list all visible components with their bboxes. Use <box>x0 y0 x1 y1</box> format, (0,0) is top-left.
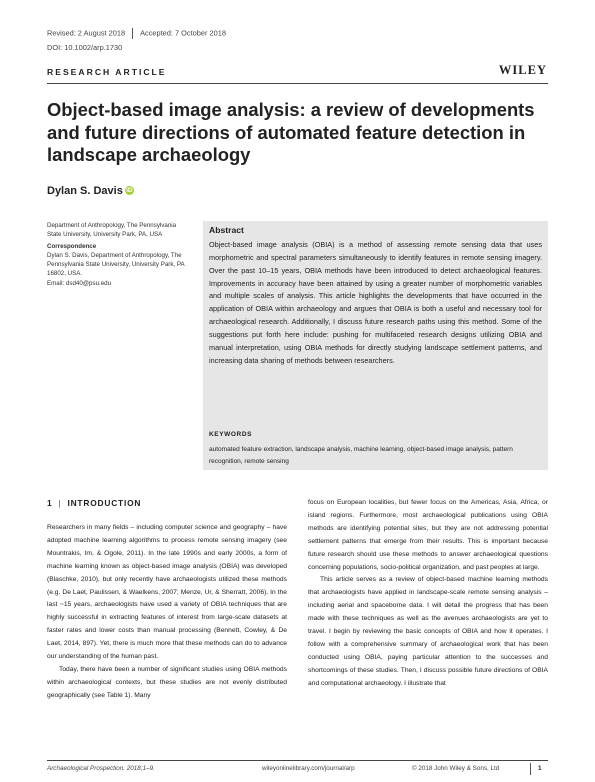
article-history <box>47 28 226 39</box>
section-divider: | <box>58 498 62 508</box>
abstract-heading: Abstract <box>209 225 244 235</box>
body-paragraph: Today, there have been a number of significant studies using OBIA methods within archaeological contexts, but these studies are not evenly distributed geographically (see Table 1). Many <box>47 665 287 699</box>
body-paragraph: This article serves as a review of object-based machine learning methods that archaeologists have applied in landscape-scale remote sensing analysis – including aerial and spaceborne data. I will detail the progress that has been made with these techniques as well as the avenues archaeologists are yet to travel. I begin by reviewing the basic concepts of OBIA and how it operates. I follow with a comprehensive summary of archaeological work that has been conducted using OBIA, paying particular attention to the successes and shortcomings of these studies. Then, I discuss possible future directions of OBIA and computational archaeology. I illustrate that <box>308 576 548 687</box>
history-divider <box>132 28 133 39</box>
affiliation-block <box>47 221 192 288</box>
abstract-text: Object-based image analysis (OBIA) is a method of assessing remote sensing data that uses morphometric and spectral parameters simultaneously to identify features in remote sensing imagery. Over the past 10–15 years, OBIA methods have been introduced to detect archaeological features. Improvements in accuracy have been attained by using a greater number of morphometric variables and multiple scales of analysis. This article highlights the developments that have occurred in the application of OBIA within archaeology and argues that OBIA is both a useful and necessary tool for archaeological research. Additionally, I discuss future research paths using this method. Some of the suggestions put forth here include: pushing for multifaceted research designs utilizing OBIA and manual interpretation, using OBIA methods for directly studying landscape settlement patterns, and increasing data sharing of methods between researchers. <box>209 240 542 365</box>
correspondence-label: Correspondence <box>47 242 97 250</box>
footer-page-divider <box>530 763 531 775</box>
footer-url[interactable]: wileyonlinelibrary.com/journal/arp <box>262 765 355 772</box>
orcid-icon[interactable]: iD <box>126 187 133 194</box>
article-type: RESEARCH ARTICLE <box>47 67 167 77</box>
publisher-logo: WILEY <box>498 63 547 77</box>
body-column-left <box>47 522 287 703</box>
body-paragraph: Researchers in many fields – including computer science and geography – have adopted machine learning algorithms to process remote sensing imagery (see Mountrakis, Im, & Ogole, 2011). In the late 1990s and early 2000s, a form of machine learning known as object-based image analysis (OBIA) was developed (Blaschke, 2010), but only recently have archaeologists utilized these methods (e.g. De Laet, Paulissen, & Waelkens, 2007; Menze, Ur, & Sherratt, 2006). In the last ~15 years, archaeologists have used a variety of OBIA techniques that are highly successful in extracting features of interest from large-scale datasets at faster rates and lower costs than manual processing (Bennett, Cowley, & De Laet, 2014, 897). Yet, there is much more that these methods can do to advance our understanding of the human past. <box>47 524 287 661</box>
section-title: INTRODUCTION <box>67 498 142 508</box>
section-number: 1 <box>47 498 53 508</box>
header-rule <box>47 83 548 84</box>
footer-journal: Archaeological Prospection. 2018;1–9. <box>47 765 155 772</box>
keywords-list: automated feature extraction, landscape analysis, machine learning, object-based image analysis, pattern recognition, remote sensing <box>209 446 513 465</box>
footer-copyright: © 2018 John Wiley & Sons, Ltd <box>412 765 500 772</box>
author-name: Dylan S. Davis <box>47 185 123 197</box>
page-number: 1 <box>538 765 542 772</box>
abstract-box <box>203 221 548 470</box>
revised-date: Revised: 2 August 2018 <box>47 28 126 38</box>
doi-label: DOI: 10.1002/arp.1730 <box>47 43 123 52</box>
correspondence-email[interactable]: Email: dsd40@psu.edu <box>47 279 112 287</box>
accepted-date: Accepted: 7 October 2018 <box>140 28 226 38</box>
section-heading <box>47 498 141 508</box>
author-line <box>47 185 134 197</box>
affiliation-department: Department of Anthropology, The Pennsylvania State University, University Park, PA, USA <box>47 222 177 239</box>
keywords-heading: KEYWORDS <box>209 431 253 438</box>
body-paragraph: focus on European localities, but fewer focus on the Americas, Asia, Africa, or island regions. Furthermore, most archaeological publications using OBIA methods are identifying potential sites, but they are not addressing potential settlement patterns that emerge from their results. This is important because future research should use these methods to answer archaeological questions concerning populations, socio-political organization, and past peoples at large. <box>308 499 548 571</box>
correspondence-address: Dylan S. Davis, Department of Anthropology, The Pennsylvania State University, University Park, PA 16802, USA. <box>47 251 185 278</box>
article-title: Object-based image analysis: a review of developments and future directions of automated feature detection in landscape archaeology <box>47 99 535 166</box>
body-column-right <box>308 497 548 691</box>
footer-rule <box>47 760 548 761</box>
